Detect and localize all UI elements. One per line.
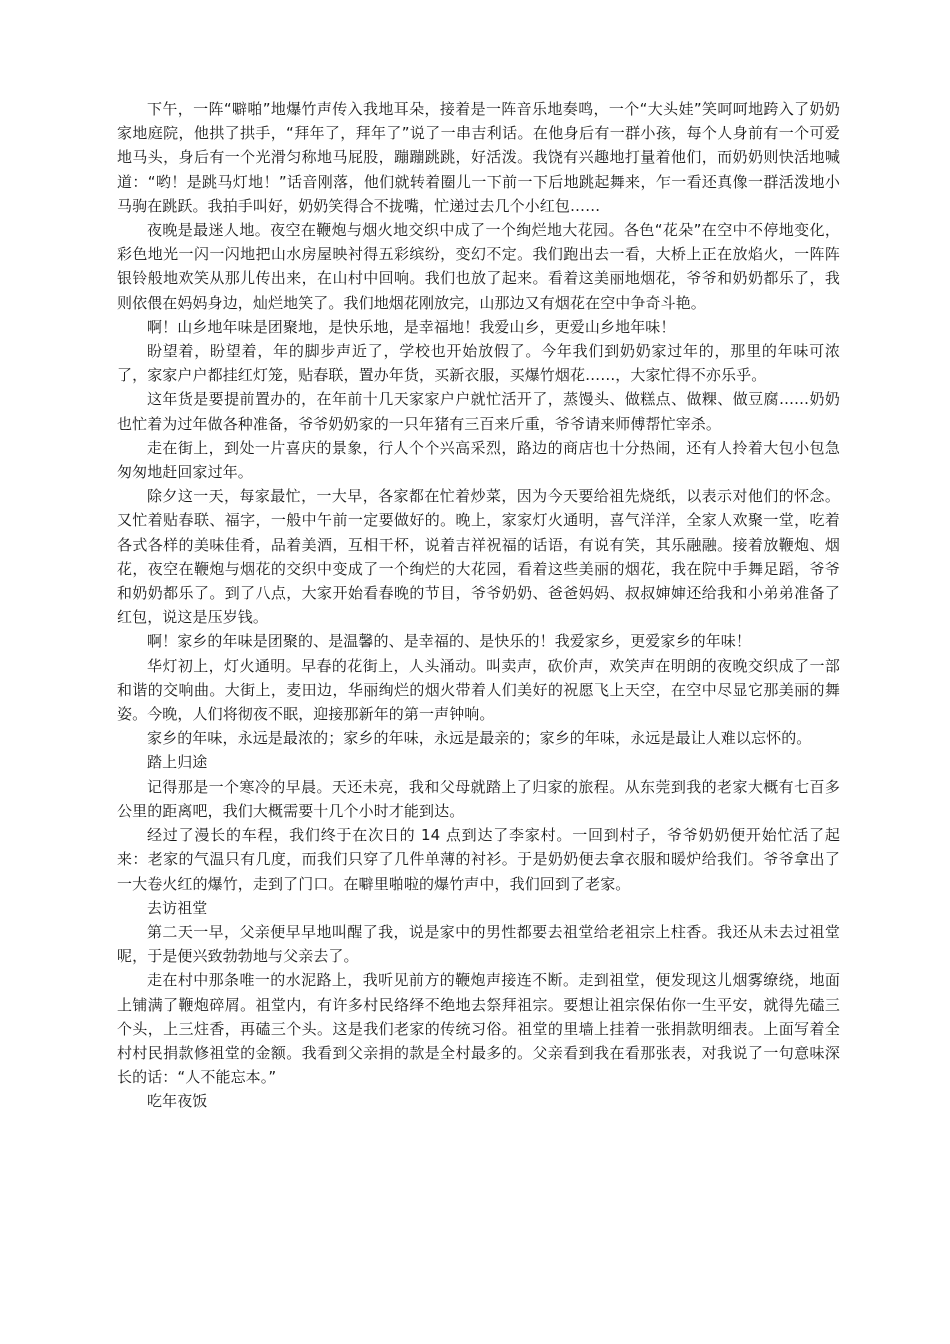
document-body — [117, 97, 840, 1114]
paragraph-lantern-evening: 华灯初上，灯火通明。早春的花街上，人头涌动。叫卖声，砍价声，欢笑声在明朗的夜晚交织成了一部和谐的交响曲。大街上，麦田边，华丽绚烂的烟火带着人们美好的祝愿飞上天空，在空中尽显它那美丽的舞姿。今晚，人们将彻夜不眠，迎接那新年的第一声钟响。 — [117, 656, 840, 724]
paragraph-new-years-eve: 除夕这一天，每家最忙，一大早，各家都在忙着炒菜，因为今天要给祖先烧纸，以表示对他们的怀念。又忙着贴春联、福字，一般中午前一定要做好的。晚上，家家灯火通明，喜气洋洋，全家人欢聚一堂，吃着各式各样的美味佳肴，品着美酒，互相干杯，说着吉祥祝福的话语，有说有笑，其乐融融。接着放鞭炮、烟花，夜空在鞭炮与烟花的交织中变成了一个绚烂的大花园，看着这些美丽的烟花，我在院中手舞足蹈，爷爷和奶奶都乐了。到了八点，大家开始看春晚的节目，爷爷奶奶、爸爸妈妈、叔叔婶婶还给我和小弟弟准备了红包，说这是压岁钱。 — [117, 487, 840, 627]
paragraph-hometown-exclaim: 啊！家乡的年味是团聚的、是温馨的、是幸福的、是快乐的！我爱家乡，更爱家乡的年味！ — [147, 632, 752, 651]
paragraph-hometown-flavor: 家乡的年味，永远是最浓的；家乡的年味，永远是最亲的；家乡的年味，永远是最让人难以忘怀的。 — [147, 729, 812, 748]
paragraph-anticipation: 盼望着，盼望着，年的脚步声近了，学校也开始放假了。今年我们到奶奶家过年的，那里的年味可浓了，家家户户都挂红灯笼，贴春联，置办年货，买新衣服，买爆竹烟花……，大家忙得不亦乐乎。 — [117, 342, 840, 385]
heading-reunion-dinner: 吃年夜饭 — [147, 1092, 208, 1111]
paragraph-ancestral-visit: 走在村中那条唯一的水泥路上，我听见前方的鞭炮声接连不断。走到祖堂，便发现这儿烟雾缭绕，地面上铺满了鞭炮碎屑。祖堂内，有许多村民络绎不绝地去祭拜祖宗。要想让祖宗保佑你一生平安，就得先磕三个头，上三炷香，再磕三个头。这是我们老家的传统习俗。祖堂的里墙上挂着一张捐款明细表。上面写着全村村民捐款修祖堂的金额。我看到父亲捐的款是全村最多的。父亲看到我在看那张表，对我说了一句意味深长的话：“人不能忘本。” — [117, 971, 840, 1087]
paragraph-mountain-exclaim: 啊！山乡地年味是团聚地，是快乐地，是幸福地！我爱山乡，更爱山乡地年味！ — [147, 317, 676, 336]
paragraph-street: 走在街上，到处一片喜庆的景象，行人个个兴高采烈，路边的商店也十分热闹，还有人拎着大包小包急匆匆地赶回家过年。 — [117, 438, 840, 482]
paragraph-cold-morning: 记得那是一个寒冷的早晨。天还未亮，我和父母就踏上了归家的旅程。从东莞到我的老家大概有七百多公里的距离吧，我们大概需要十几个小时才能到达。 — [117, 777, 840, 820]
paragraph-night-fireworks: 夜晚是最迷人地。夜空在鞭炮与烟火地交织中成了一个绚烂地大花园。各色“花朵”在空中不停地变化，彩色地光一闪一闪地把山水房屋映衬得五彩缤纷，变幻不定。我们跑出去一看，大桥上正在放焰火，一阵阵银铃般地欢笑从那儿传出来，在山村中回响。我们也放了起来。看着这美丽地烟花，爷爷和奶奶都乐了，我则依偎在妈妈身边，灿烂地笑了。我们地烟花刚放完，山那边又有烟花在空中争奇斗艳。 — [117, 221, 840, 312]
paragraph-new-year-goods: 这年货是要提前置办的，在年前十几天家家户户就忙活开了，蒸馒头、做糕点、做粿、做豆腐……奶奶也忙着为过年做各种准备，爷爷奶奶家的一只年猪有三百来斤重，爷爷请来师傅帮忙宰杀。 — [117, 390, 840, 433]
heading-ancestral-hall: 去访祖堂 — [147, 898, 208, 917]
paragraph-visit-dance: 下午，一阵“噼啪”地爆竹声传入我地耳朵，接着是一阵音乐地奏鸣，一个“大头娃”笑呵呵地跨入了奶奶家地庭院，他拱了拱手，“拜年了，拜年了”说了一串吉利话。在他身后有一群小孩，每个人身前有一个可爱地马头，身后有一个光滑匀称地马屁股，蹦蹦跳跳，好活泼。我饶有兴趣地打量着他们，而奶奶则快活地喊道：“哟！是跳马灯地！”话音刚落，他们就转着圈儿一下前一下后地跳起舞来，乍一看还真像一群活泼地小马驹在跳跃。我拍手叫好，奶奶笑得合不拢嘴，忙递过去几个小红包…… — [117, 100, 840, 215]
heading-journey-home: 踏上归途 — [147, 753, 208, 772]
paragraph-arrival: 经过了漫长的车程，我们终于在次日的 14 点到达了李家村。一回到村子，爷爷奶奶便开始忙活了起来：老家的气温只有几度，而我们只穿了几件单薄的衬衫。于是奶奶便去拿衣服和暖炉给我们。爷爷拿出了一大卷火红的爆竹，走到了门口。在噼里啪啦的爆竹声中，我们回到了老家。 — [117, 826, 840, 893]
paragraph-next-morning: 第二天一早，父亲便早早地叫醒了我，说是家中的男性都要去祖堂给老祖宗上柱香。我还从未去过祖堂呢，于是便兴致勃勃地与父亲去了。 — [117, 922, 840, 966]
